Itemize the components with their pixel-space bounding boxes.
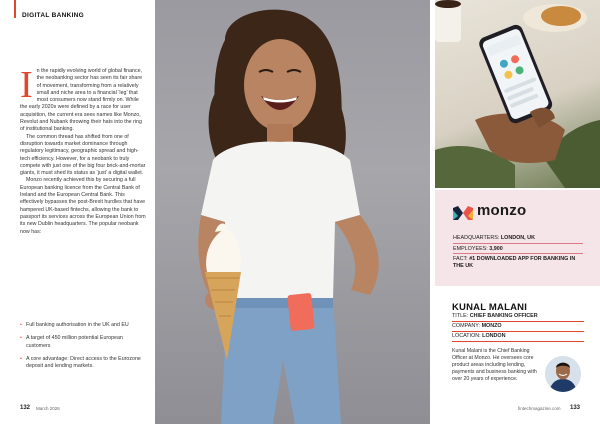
article-body (20, 64, 146, 236)
phone-photo (435, 0, 600, 188)
avatar (545, 356, 581, 392)
profile-company-row (452, 323, 584, 332)
portrait-photo (155, 0, 430, 424)
article-paragraph: The common thread has shifted from one of disruption towards market dominance through regulatory legitimacy, geographic spread and high-tech efficiency. However, for a neobank to truly compete with just one of the big four brick-and-mortar giants, it must shed its status as ‘just’ a digital wallet. (20, 133, 146, 177)
page-number-right: 133 (570, 405, 581, 411)
bullet-item: • Full banking authorisation in the UK and EU (20, 322, 146, 329)
left-column (0, 0, 152, 424)
article-paragraph: Monzo recently achieved this by securing a full European banking licence from the Central Bank of Ireland and the European Central Bank. This effectively bypasses the post-Brexit hurdles that have hampered UK-based fintechs, allowing the bank to passport its services across the European Union from its new Dublin headquarters. The popular neobank now has: (20, 177, 146, 235)
issue-date: March 2026 (36, 406, 60, 411)
fact-key: HEADQUARTERS: (453, 235, 501, 241)
profile-value: CHIEF BANKING OFFICER (469, 313, 538, 319)
fact-headquarters (453, 233, 583, 242)
fact-value: 3,900 (489, 246, 503, 252)
profile-title-row (452, 313, 584, 322)
company-name: monzo (477, 202, 527, 219)
profile-name: KUNAL MALANI (452, 302, 528, 313)
profile-value: MONZO (481, 323, 502, 329)
profile-key: TITLE: (452, 313, 470, 319)
profile-value: LONDON (482, 333, 506, 339)
fact-key: EMPLOYEES: (453, 246, 490, 252)
fact-value: LONDON, UK (500, 235, 535, 241)
magazine-url: fintechmagazine.com (518, 406, 561, 411)
profile-location-row (452, 333, 584, 342)
article-paragraph: n the rapidly evolving world of global finance, the neobanking sector has seen its fair share of movement, transforming from a relatively small and niche area to a financial ‘leg’ that most consumers now stand firmly on. While the early 2020s were defined by a race for user acquisition, the current era sees names like Monzo, Revolut and Nubank throwing their hats into the ring of institutional banking. (20, 68, 143, 133)
fact-employees (453, 243, 583, 253)
fact-note (453, 253, 583, 270)
profile-key: COMPANY: (452, 323, 482, 329)
drop-cap: I (20, 64, 33, 106)
bullet-list (20, 322, 146, 376)
bullet-item: • A core advantage: Direct access to the Eurozone deposit and lending markets. (20, 356, 146, 371)
headshot-illustration (545, 356, 581, 392)
section-label: DIGITAL BANKING (22, 12, 85, 19)
company-fact-box (435, 190, 600, 286)
fact-value: #1 DOWNLOADED APP FOR BANKING IN THE UK (453, 256, 576, 269)
section-accent-rule (14, 0, 16, 18)
profile-bio: Kunal Malani is the Chief Banking Officer at Monzo. He oversees core product areas including lending, payments and business banking with over 20 years of experience. (452, 348, 537, 382)
bullet-item: • A target of 450 million potential European customers (20, 335, 146, 350)
page-number-left: 132 (20, 405, 31, 411)
profile-key: LOCATION: (452, 333, 483, 339)
fact-key: FACT: (453, 256, 470, 262)
phone-in-hand-illustration (435, 0, 600, 188)
monzo-logo-icon (453, 206, 473, 220)
woman-with-ice-cream-illustration (155, 0, 430, 424)
